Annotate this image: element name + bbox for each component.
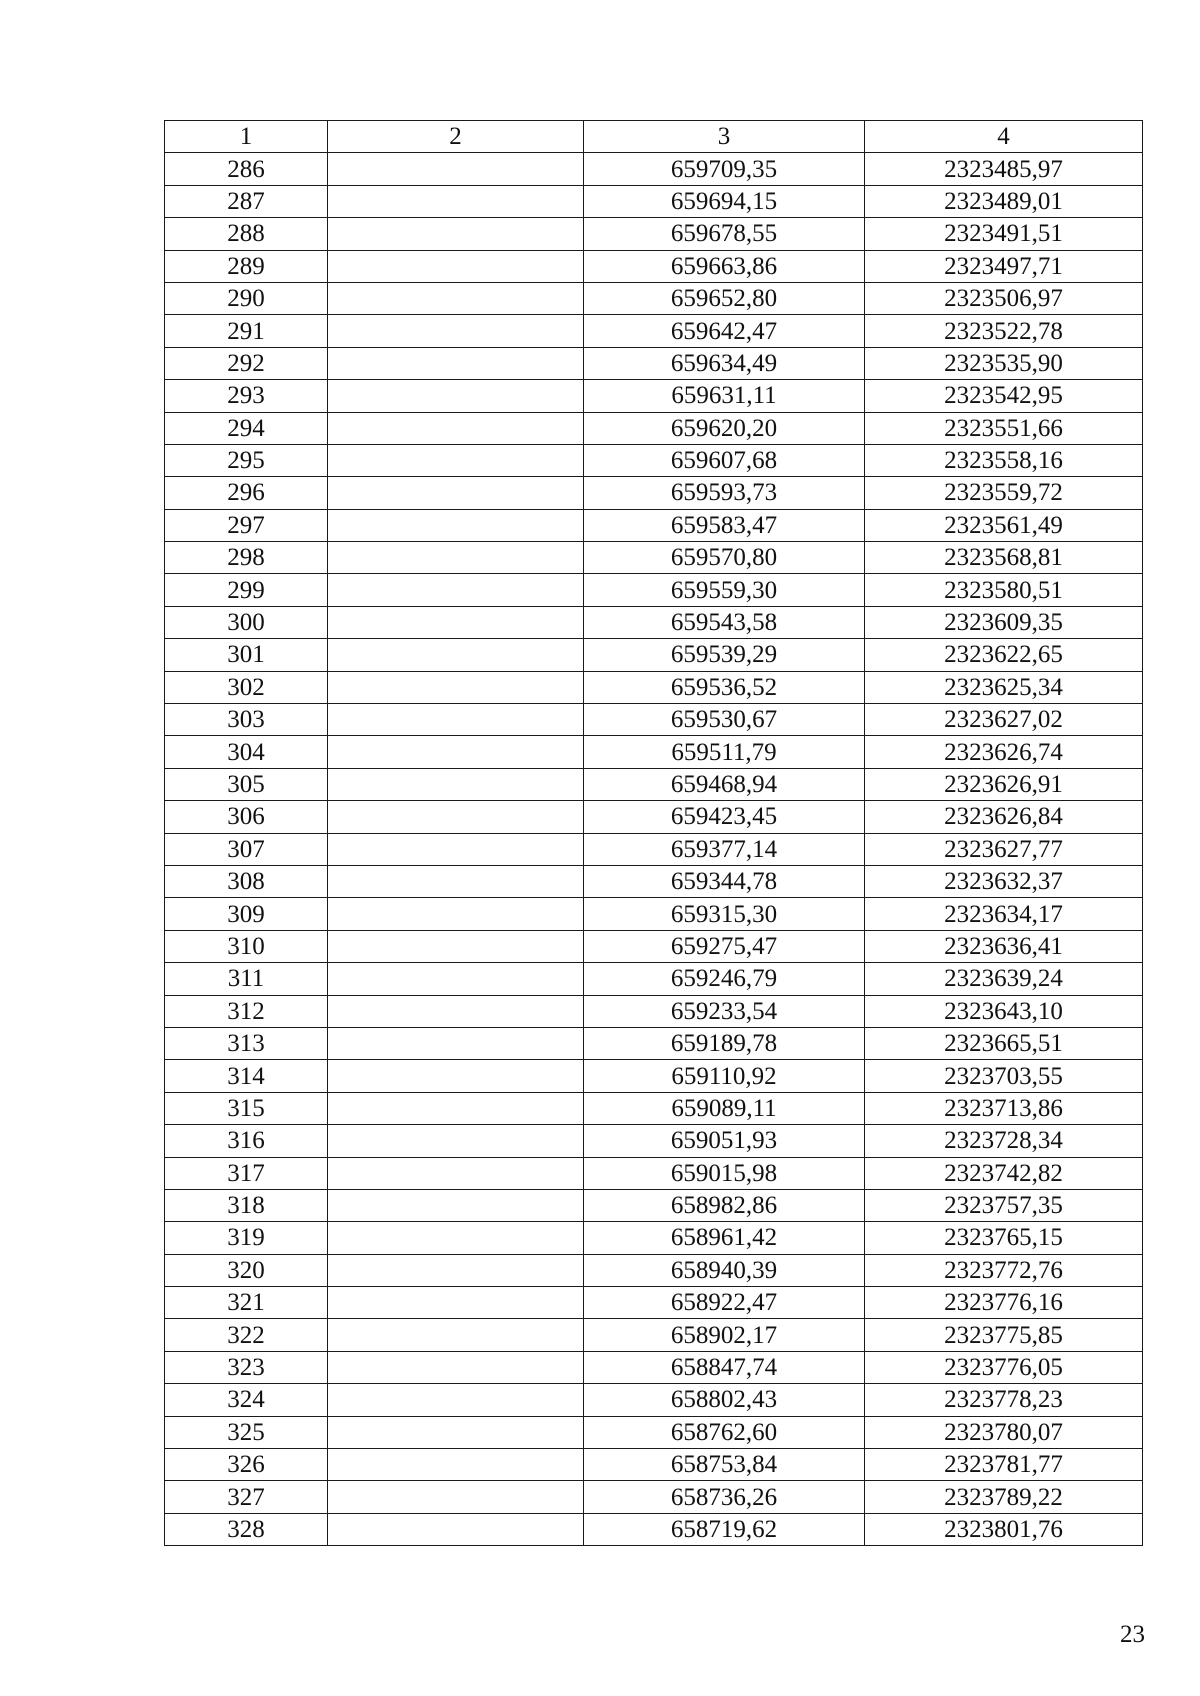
y-coordinate-cell: 2323627,02: [865, 704, 1143, 736]
table-row: [165, 1351, 1143, 1383]
point-number-cell: 314: [165, 1060, 328, 1092]
empty-cell: [328, 1222, 584, 1254]
table-row: [165, 444, 1143, 476]
point-number-cell: 307: [165, 833, 328, 865]
y-coordinate-cell: 2323559,72: [865, 477, 1143, 509]
empty-cell: [328, 1416, 584, 1448]
empty-cell: [328, 1027, 584, 1059]
x-coordinate-cell: 658940,39: [584, 1254, 865, 1286]
y-coordinate-cell: 2323776,16: [865, 1287, 1143, 1319]
y-coordinate-cell: 2323609,35: [865, 606, 1143, 638]
empty-cell: [328, 509, 584, 541]
empty-cell: [328, 380, 584, 412]
table-row: [165, 1319, 1143, 1351]
y-coordinate-cell: 2323542,95: [865, 380, 1143, 412]
point-number-cell: 305: [165, 768, 328, 800]
empty-cell: [328, 1189, 584, 1221]
point-number-cell: 325: [165, 1416, 328, 1448]
x-coordinate-cell: 658902,17: [584, 1319, 865, 1351]
table-row: [165, 801, 1143, 833]
x-coordinate-cell: 659344,78: [584, 865, 865, 897]
x-coordinate-cell: 659377,14: [584, 833, 865, 865]
point-number-cell: 322: [165, 1319, 328, 1351]
x-coordinate-cell: 658961,42: [584, 1222, 865, 1254]
point-number-cell: 312: [165, 995, 328, 1027]
x-coordinate-cell: 658922,47: [584, 1287, 865, 1319]
x-coordinate-cell: 658802,43: [584, 1384, 865, 1416]
x-coordinate-cell: 659642,47: [584, 315, 865, 347]
point-number-cell: 323: [165, 1351, 328, 1383]
point-number-cell: 293: [165, 380, 328, 412]
y-coordinate-cell: 2323775,85: [865, 1319, 1143, 1351]
y-coordinate-cell: 2323625,34: [865, 671, 1143, 703]
y-coordinate-cell: 2323568,81: [865, 542, 1143, 574]
point-number-cell: 328: [165, 1513, 328, 1545]
point-number-cell: 310: [165, 930, 328, 962]
table-row: [165, 347, 1143, 379]
empty-cell: [328, 995, 584, 1027]
empty-cell: [328, 1060, 584, 1092]
table-row: [165, 1092, 1143, 1124]
x-coordinate-cell: 659539,29: [584, 639, 865, 671]
table-row: [165, 1157, 1143, 1189]
point-number-cell: 288: [165, 218, 328, 250]
point-number-cell: 318: [165, 1189, 328, 1221]
x-coordinate-cell: 659570,80: [584, 542, 865, 574]
y-coordinate-cell: 2323765,15: [865, 1222, 1143, 1254]
y-coordinate-cell: 2323728,34: [865, 1125, 1143, 1157]
point-number-cell: 315: [165, 1092, 328, 1124]
x-coordinate-cell: 659089,11: [584, 1092, 865, 1124]
x-coordinate-cell: 659275,47: [584, 930, 865, 962]
table-row: [165, 380, 1143, 412]
empty-cell: [328, 639, 584, 671]
y-coordinate-cell: 2323703,55: [865, 1060, 1143, 1092]
x-coordinate-cell: 659246,79: [584, 963, 865, 995]
table-row: [165, 1287, 1143, 1319]
x-coordinate-cell: 658719,62: [584, 1513, 865, 1545]
empty-cell: [328, 833, 584, 865]
header-cell-4: 4: [865, 121, 1143, 153]
x-coordinate-cell: 659051,93: [584, 1125, 865, 1157]
y-coordinate-cell: 2323742,82: [865, 1157, 1143, 1189]
point-number-cell: 299: [165, 574, 328, 606]
empty-cell: [328, 412, 584, 444]
x-coordinate-cell: 659189,78: [584, 1027, 865, 1059]
header-cell-1: 1: [165, 121, 328, 153]
point-number-cell: 304: [165, 736, 328, 768]
x-coordinate-cell: 659543,58: [584, 606, 865, 638]
empty-cell: [328, 1092, 584, 1124]
y-coordinate-cell: 2323772,76: [865, 1254, 1143, 1286]
x-coordinate-cell: 659015,98: [584, 1157, 865, 1189]
x-coordinate-cell: 659593,73: [584, 477, 865, 509]
y-coordinate-cell: 2323789,22: [865, 1481, 1143, 1513]
point-number-cell: 295: [165, 444, 328, 476]
table-row: [165, 1222, 1143, 1254]
x-coordinate-cell: 659631,11: [584, 380, 865, 412]
table-row: [165, 833, 1143, 865]
point-number-cell: 327: [165, 1481, 328, 1513]
point-number-cell: 303: [165, 704, 328, 736]
table-row: [165, 898, 1143, 930]
point-number-cell: 309: [165, 898, 328, 930]
x-coordinate-cell: 659315,30: [584, 898, 865, 930]
empty-cell: [328, 704, 584, 736]
table-row: [165, 995, 1143, 1027]
y-coordinate-cell: 2323627,77: [865, 833, 1143, 865]
point-number-cell: 302: [165, 671, 328, 703]
y-coordinate-cell: 2323626,84: [865, 801, 1143, 833]
table-row: [165, 509, 1143, 541]
point-number-cell: 291: [165, 315, 328, 347]
empty-cell: [328, 671, 584, 703]
empty-cell: [328, 930, 584, 962]
x-coordinate-cell: 659233,54: [584, 995, 865, 1027]
point-number-cell: 308: [165, 865, 328, 897]
point-number-cell: 324: [165, 1384, 328, 1416]
table-row: [165, 1125, 1143, 1157]
empty-cell: [328, 963, 584, 995]
y-coordinate-cell: 2323558,16: [865, 444, 1143, 476]
empty-cell: [328, 1157, 584, 1189]
table-row: [165, 963, 1143, 995]
table-row: [165, 1189, 1143, 1221]
table-row: [165, 704, 1143, 736]
empty-cell: [328, 444, 584, 476]
x-coordinate-cell: 659511,79: [584, 736, 865, 768]
table-row: [165, 1384, 1143, 1416]
x-coordinate-cell: 658736,26: [584, 1481, 865, 1513]
y-coordinate-cell: 2323580,51: [865, 574, 1143, 606]
point-number-cell: 290: [165, 282, 328, 314]
x-coordinate-cell: 658753,84: [584, 1449, 865, 1481]
empty-cell: [328, 574, 584, 606]
table-row: [165, 639, 1143, 671]
empty-cell: [328, 1481, 584, 1513]
table-row: [165, 1060, 1143, 1092]
table-row: [165, 865, 1143, 897]
empty-cell: [328, 1125, 584, 1157]
y-coordinate-cell: 2323778,23: [865, 1384, 1143, 1416]
table-row: [165, 1416, 1143, 1448]
y-coordinate-cell: 2323561,49: [865, 509, 1143, 541]
table-row: [165, 1513, 1143, 1545]
table-row: [165, 315, 1143, 347]
x-coordinate-cell: 659652,80: [584, 282, 865, 314]
y-coordinate-cell: 2323634,17: [865, 898, 1143, 930]
empty-cell: [328, 153, 584, 185]
point-number-cell: 294: [165, 412, 328, 444]
point-number-cell: 319: [165, 1222, 328, 1254]
x-coordinate-cell: 659559,30: [584, 574, 865, 606]
y-coordinate-cell: 2323626,91: [865, 768, 1143, 800]
empty-cell: [328, 898, 584, 930]
empty-cell: [328, 606, 584, 638]
empty-cell: [328, 1287, 584, 1319]
y-coordinate-cell: 2323636,41: [865, 930, 1143, 962]
empty-cell: [328, 865, 584, 897]
empty-cell: [328, 1384, 584, 1416]
y-coordinate-cell: 2323639,24: [865, 963, 1143, 995]
empty-cell: [328, 250, 584, 282]
table-header-row: [165, 121, 1143, 153]
empty-cell: [328, 1254, 584, 1286]
table-row: [165, 1481, 1143, 1513]
table-row: [165, 412, 1143, 444]
y-coordinate-cell: 2323551,66: [865, 412, 1143, 444]
point-number-cell: 296: [165, 477, 328, 509]
point-number-cell: 300: [165, 606, 328, 638]
table-row: [165, 1027, 1143, 1059]
x-coordinate-cell: 658847,74: [584, 1351, 865, 1383]
y-coordinate-cell: 2323776,05: [865, 1351, 1143, 1383]
y-coordinate-cell: 2323713,86: [865, 1092, 1143, 1124]
x-coordinate-cell: 658762,60: [584, 1416, 865, 1448]
empty-cell: [328, 477, 584, 509]
x-coordinate-cell: 659530,67: [584, 704, 865, 736]
table-row: [165, 250, 1143, 282]
x-coordinate-cell: 659678,55: [584, 218, 865, 250]
table-row: [165, 542, 1143, 574]
x-coordinate-cell: 659709,35: [584, 153, 865, 185]
empty-cell: [328, 347, 584, 379]
point-number-cell: 306: [165, 801, 328, 833]
table-row: [165, 768, 1143, 800]
point-number-cell: 316: [165, 1125, 328, 1157]
x-coordinate-cell: 659423,45: [584, 801, 865, 833]
y-coordinate-cell: 2323622,65: [865, 639, 1143, 671]
point-number-cell: 326: [165, 1449, 328, 1481]
y-coordinate-cell: 2323780,07: [865, 1416, 1143, 1448]
empty-cell: [328, 1513, 584, 1545]
x-coordinate-cell: 659468,94: [584, 768, 865, 800]
empty-cell: [328, 218, 584, 250]
y-coordinate-cell: 2323632,37: [865, 865, 1143, 897]
coordinates-table: [164, 120, 1143, 1546]
point-number-cell: 287: [165, 185, 328, 217]
point-number-cell: 286: [165, 153, 328, 185]
point-number-cell: 298: [165, 542, 328, 574]
x-coordinate-cell: 659583,47: [584, 509, 865, 541]
empty-cell: [328, 736, 584, 768]
empty-cell: [328, 768, 584, 800]
table-row: [165, 1449, 1143, 1481]
x-coordinate-cell: 659620,20: [584, 412, 865, 444]
header-cell-2: 2: [328, 121, 584, 153]
point-number-cell: 292: [165, 347, 328, 379]
table-row: [165, 930, 1143, 962]
point-number-cell: 289: [165, 250, 328, 282]
table-row: [165, 671, 1143, 703]
point-number-cell: 311: [165, 963, 328, 995]
table-row: [165, 153, 1143, 185]
point-number-cell: 320: [165, 1254, 328, 1286]
point-number-cell: 321: [165, 1287, 328, 1319]
page-number: 23: [1120, 1621, 1145, 1648]
x-coordinate-cell: 659536,52: [584, 671, 865, 703]
x-coordinate-cell: 659634,49: [584, 347, 865, 379]
table-row: [165, 218, 1143, 250]
y-coordinate-cell: 2323781,77: [865, 1449, 1143, 1481]
point-number-cell: 301: [165, 639, 328, 671]
empty-cell: [328, 801, 584, 833]
table-row: [165, 477, 1143, 509]
y-coordinate-cell: 2323665,51: [865, 1027, 1143, 1059]
y-coordinate-cell: 2323522,78: [865, 315, 1143, 347]
point-number-cell: 313: [165, 1027, 328, 1059]
y-coordinate-cell: 2323757,35: [865, 1189, 1143, 1221]
table-row: [165, 606, 1143, 638]
y-coordinate-cell: 2323497,71: [865, 250, 1143, 282]
empty-cell: [328, 1351, 584, 1383]
table-body: [165, 153, 1143, 1546]
empty-cell: [328, 1449, 584, 1481]
point-number-cell: 317: [165, 1157, 328, 1189]
y-coordinate-cell: 2323626,74: [865, 736, 1143, 768]
x-coordinate-cell: 659663,86: [584, 250, 865, 282]
table-row: [165, 1254, 1143, 1286]
y-coordinate-cell: 2323506,97: [865, 282, 1143, 314]
y-coordinate-cell: 2323801,76: [865, 1513, 1143, 1545]
y-coordinate-cell: 2323643,10: [865, 995, 1143, 1027]
header-cell-3: 3: [584, 121, 865, 153]
x-coordinate-cell: 659607,68: [584, 444, 865, 476]
y-coordinate-cell: 2323491,51: [865, 218, 1143, 250]
empty-cell: [328, 542, 584, 574]
y-coordinate-cell: 2323489,01: [865, 185, 1143, 217]
table-row: [165, 736, 1143, 768]
x-coordinate-cell: 659694,15: [584, 185, 865, 217]
empty-cell: [328, 185, 584, 217]
empty-cell: [328, 315, 584, 347]
empty-cell: [328, 282, 584, 314]
point-number-cell: 297: [165, 509, 328, 541]
table-row: [165, 185, 1143, 217]
y-coordinate-cell: 2323485,97: [865, 153, 1143, 185]
empty-cell: [328, 1319, 584, 1351]
table-row: [165, 282, 1143, 314]
table-row: [165, 574, 1143, 606]
x-coordinate-cell: 659110,92: [584, 1060, 865, 1092]
y-coordinate-cell: 2323535,90: [865, 347, 1143, 379]
x-coordinate-cell: 658982,86: [584, 1189, 865, 1221]
